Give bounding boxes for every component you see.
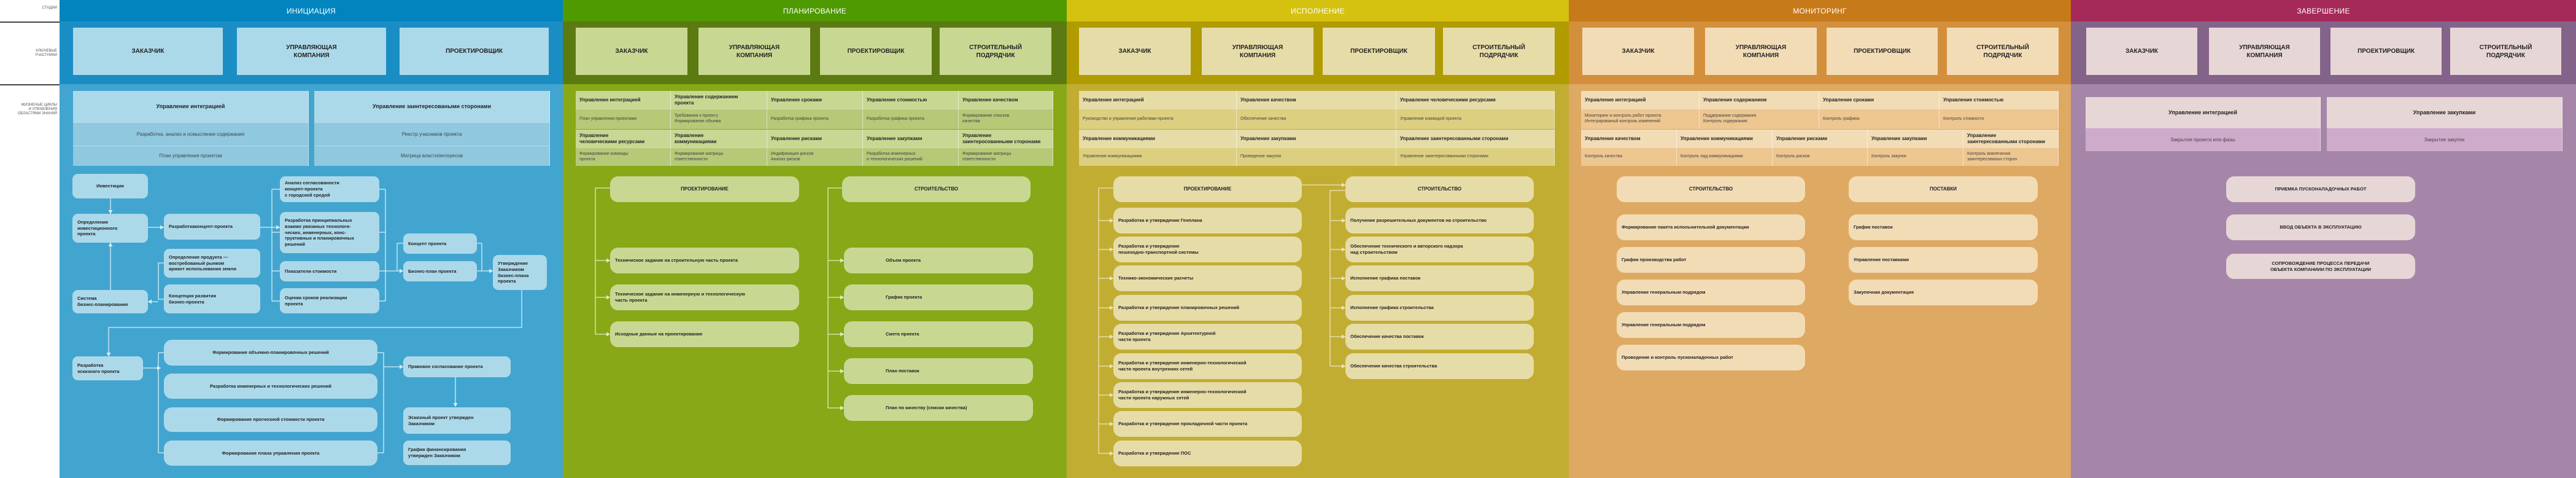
arrowhead-icon bbox=[400, 365, 403, 369]
side-label-stages: СТАДИИ bbox=[42, 6, 57, 10]
knowledge-title: Управление интеграцией bbox=[1079, 91, 1237, 109]
flow-step: Разработка принципиальных взаимо увязаных технологи- ческих, инженерных, конс- труктивных и планировочных решений bbox=[280, 212, 379, 253]
stage-header-4: ЗАВЕРШЕНИЕ bbox=[2071, 0, 2576, 22]
completion-step: СОПРОВОЖДЕНИЕ ПРОЦЕССА ПЕРЕДАЧИ ОБЪЕКТА КОМПАНИИИ ПО ЭКСПЛУАТАЦИИ bbox=[2226, 254, 2415, 279]
participant-box: ПРОЕКТИРОВЩИК bbox=[1323, 28, 1435, 75]
participant-box: ПРОЕКТИРОВЩИК bbox=[820, 28, 932, 75]
stage-header-3: МОНИТОРИНГ bbox=[1569, 0, 2071, 22]
construction-step: Проведение и контроль пусконаладочных работ bbox=[1617, 345, 1805, 370]
knowledge-title: Управление содержанием проекта bbox=[671, 91, 767, 109]
knowledge-title: Управление интеграцией bbox=[73, 91, 309, 122]
arrowhead-icon bbox=[1110, 364, 1113, 369]
knowledge-item: Поддержание содержания Контроль содержания bbox=[1700, 109, 1819, 129]
knowledge-title: Управление качеством bbox=[1237, 91, 1396, 109]
knowledge-item: Формирование матрицы ответственности bbox=[959, 147, 1053, 166]
connector-line bbox=[477, 243, 482, 271]
construction-step: Обеспечение технического и авторского надзора над строительством bbox=[1345, 237, 1534, 262]
design-step: Разработка и утверждение планировочных решений bbox=[1113, 295, 1302, 321]
construction-header: СТРОИТЕЛЬСТВО bbox=[842, 176, 1031, 202]
design-step: Разработка и утверждение Генплана bbox=[1113, 208, 1302, 233]
construction-step: Управление генеральным подрядом bbox=[1617, 312, 1805, 338]
construction-step: Исполнение графика поставок bbox=[1345, 265, 1534, 291]
flow-step: Разработкаконцепт-проекта bbox=[164, 214, 260, 240]
participant-box: ПРОЕКТИРОВЩИК bbox=[2330, 28, 2442, 75]
knowledge-title: Управление коммуникациями bbox=[671, 130, 767, 147]
knowledge-title: Управление содержанием bbox=[1700, 91, 1819, 109]
knowledge-title: Управление интеграцией bbox=[1581, 91, 1700, 109]
knowledge-item: Разработка инженерных и технологических решений bbox=[863, 147, 959, 166]
design-step: Техническое задание на инженерную и технологическую часть проекта bbox=[610, 284, 799, 310]
design-header: ПРОЕКТИРОВАНИЕ bbox=[610, 176, 799, 202]
knowledge-item: Мониторинг и контроль работ проекта Интегрированый контроль изменений bbox=[1581, 109, 1700, 129]
construction-step: Объем проекта bbox=[844, 248, 1033, 273]
knowledge-title: Управление качеством bbox=[959, 91, 1053, 109]
supply-step: Закупочная документация bbox=[1849, 280, 2038, 305]
arrow-connector bbox=[109, 290, 522, 356]
participant-box: ЗАКАЗЧИК bbox=[2086, 28, 2197, 75]
flow-step: Разработка эскизного проекта bbox=[72, 356, 143, 380]
arrowhead-icon bbox=[1110, 306, 1113, 310]
flow-step: График финансирования утвержден Заказчиком bbox=[403, 441, 511, 465]
knowledge-title: Управление стоимостью bbox=[863, 91, 959, 109]
construction-step: Формирование пакета испольнительной документации bbox=[1617, 214, 1805, 240]
arrowhead-icon bbox=[160, 225, 164, 230]
construction-step: Получение разрешительных документов на строительство bbox=[1345, 208, 1534, 233]
knowledge-item: Реестр учасников проекта bbox=[314, 122, 550, 146]
design-step: Исходные данные на проектирование bbox=[610, 321, 799, 347]
participant-box: ПРОЕКТИРОВЩИК bbox=[1827, 28, 1938, 75]
arrowhead-icon bbox=[1110, 393, 1113, 398]
flow-step: Анализ согласованости концепт-проекта с городской средой bbox=[280, 176, 379, 202]
design-step: Разработка и утверждение прокладочной части проекта bbox=[1113, 411, 1302, 437]
knowledge-item: Контроль качества bbox=[1581, 147, 1677, 166]
arrowhead-icon bbox=[1342, 364, 1345, 369]
arrowhead-icon bbox=[109, 210, 113, 214]
knowledge-title: Управление интеграцией bbox=[576, 91, 671, 109]
knowledge-item: Требования к проекту Формирование объема bbox=[671, 109, 767, 129]
knowledge-item: Контроль стоимости bbox=[1940, 109, 2059, 129]
construction-step: Исполнение графика строительства bbox=[1345, 295, 1534, 321]
arrowhead-icon bbox=[109, 243, 113, 246]
knowledge-title: Управление сроками bbox=[1819, 91, 1940, 109]
flow-step: Бизнес-план проекта bbox=[403, 261, 477, 281]
side-label-knowledge: ЖИЗНЕНЫЕ ЦИКЛЫ И УПРАВЛЕНИЯ ОБЛАСТЯМИ ЗНАНИЙ bbox=[17, 103, 57, 116]
design-step: Разработка и утверждение инженерно-технологической части проекта внутренних сетей bbox=[1113, 353, 1302, 379]
flow-step: Инвестиции bbox=[72, 174, 148, 198]
arrowhead-icon bbox=[1110, 452, 1113, 456]
knowledge-title: Управление заинтересованными сторонами bbox=[1963, 130, 2059, 147]
knowledge-title: Управление рисками bbox=[767, 130, 863, 147]
construction-step: Управление генеральным подрядом bbox=[1617, 280, 1805, 305]
flow-step: Концепция развития бизнес-проекта bbox=[164, 284, 260, 313]
participant-box: СТРОИТЕЛЬНЫЙ ПОДРЯДЧИК bbox=[1443, 28, 1555, 75]
knowledge-title: Управление качеством bbox=[1581, 130, 1677, 147]
design-step: Технико-экономические расчеты bbox=[1113, 265, 1302, 291]
arrowhead-icon bbox=[148, 300, 152, 304]
construction-step: План по качеству (списки качества) bbox=[844, 395, 1033, 421]
design-step: Техническое задание на строительную часть проекта bbox=[610, 248, 799, 273]
design-header: ПРОЕКТИРОВАНИЕ bbox=[1113, 176, 1302, 202]
knowledge-title: Управление сроками bbox=[767, 91, 863, 109]
arrowhead-icon bbox=[1342, 248, 1345, 252]
arrowhead-icon bbox=[606, 296, 610, 300]
participant-box: ЗАКАЗЧИК bbox=[1582, 28, 1694, 75]
participant-box: УПРАВЛЯЮЩАЯ КОМПАНИЯ bbox=[237, 28, 386, 75]
knowledge-title: Управление заинтересоваными сторонами bbox=[314, 91, 550, 122]
knowledge-title: Управление закупками bbox=[1868, 130, 1963, 147]
flow-step: Оценка сроков реализации проекта bbox=[280, 288, 379, 313]
flow-step: Разработка инженерных и технологических решений bbox=[164, 374, 377, 399]
flow-step: Показатели стоимости bbox=[280, 261, 379, 281]
flow-step: Формирование прогнозной стоимости проекта bbox=[164, 407, 377, 432]
construction-header: СТРОИТЕЛЬСТВО bbox=[1345, 176, 1534, 202]
knowledge-title: Управление интеграцией bbox=[2086, 97, 2321, 128]
participant-box: СТРОИТЕЛЬНЫЙ ПОДРЯДЧИК bbox=[1947, 28, 2059, 75]
arrowhead-icon bbox=[840, 369, 844, 374]
arrowhead-icon bbox=[606, 332, 610, 337]
knowledge-item: Обеспечение качества bbox=[1237, 109, 1396, 129]
arrowhead-icon bbox=[489, 269, 493, 273]
arrowhead-icon bbox=[1342, 219, 1345, 223]
construction-step: Обеспечение качества строительства bbox=[1345, 353, 1534, 379]
participant-box: ПРОЕКТИРОВЩИК bbox=[400, 28, 549, 75]
knowledge-item: Контроль вовлечения заинтересованых сторон bbox=[1963, 147, 2059, 166]
arrowhead-icon bbox=[840, 296, 844, 300]
knowledge-item: Контроль закупок bbox=[1868, 147, 1963, 166]
construction-step: Смета проекта bbox=[844, 321, 1033, 347]
knowledge-title: Управление рисками bbox=[1773, 130, 1868, 147]
design-step: Разработка и утверждение пешеходно-транспортной системы bbox=[1113, 237, 1302, 262]
construction-step: Обеспечение качества поставок bbox=[1345, 324, 1534, 350]
completion-step: ПРИЕМКА ПУСКОНАЛАДОЧНЫХ РАБОТ bbox=[2226, 176, 2415, 202]
connector-line bbox=[828, 188, 842, 408]
completion-step: ВВОД ОБЪЕКТА В ЭКСПЛУАТАЦИЮ bbox=[2226, 214, 2415, 240]
knowledge-item: Матрица власти/интересов bbox=[314, 146, 550, 166]
knowledge-title: Управление заинтересованными сторонами bbox=[1396, 130, 1555, 147]
knowledge-item: План управления проектом bbox=[73, 146, 309, 166]
participant-box: СТРОИТЕЛЬНЫЙ ПОДРЯДЧИК bbox=[2450, 28, 2561, 75]
knowledge-item: Формирование матрицы ответственности bbox=[671, 147, 767, 166]
knowledge-title: Управление человеческими ресурсами bbox=[1396, 91, 1555, 109]
knowledge-item: Управление коммуникациями bbox=[1079, 147, 1237, 166]
construction-step: График проекта bbox=[844, 284, 1033, 310]
construction-step: План поставок bbox=[844, 358, 1033, 384]
knowledge-item: Закрытие проекта или фазы bbox=[2086, 128, 2321, 151]
knowledge-item: Контроль над коммуникациями bbox=[1677, 147, 1773, 166]
arrowhead-icon bbox=[840, 332, 844, 337]
knowledge-item: Индификация рисков Анализ рисков bbox=[767, 147, 863, 166]
knowledge-item: Контроль рисков bbox=[1773, 147, 1868, 166]
knowledge-title: Управление закупками bbox=[2327, 97, 2562, 128]
design-step: Разработка и утверждение ПОС bbox=[1113, 441, 1302, 466]
knowledge-title: Управление стоимостью bbox=[1940, 91, 2059, 109]
flow-step: Правовое согласование проекта bbox=[403, 356, 511, 377]
connector-line bbox=[158, 263, 164, 299]
stage-header-0: ИНИЦИАЦИЯ bbox=[60, 0, 563, 22]
flow-step: Определение инвестиционного проекта bbox=[72, 214, 148, 243]
arrowhead-icon bbox=[454, 403, 458, 407]
arrowhead-icon bbox=[157, 366, 161, 370]
arrowhead-icon bbox=[1110, 335, 1113, 339]
knowledge-item: План управления проектами bbox=[576, 109, 671, 129]
knowledge-item: Руководство и управление работами проекта bbox=[1079, 109, 1237, 129]
knowledge-item: Формирование команды проекта bbox=[576, 147, 671, 166]
participant-box: УПРАВЛЯЮЩАЯ КОМПАНИЯ bbox=[698, 28, 810, 75]
design-step: Разработка и утверждение инженерно-технологической части проекта наружных сетей bbox=[1113, 382, 1302, 408]
knowledge-item: Формирование списков качества bbox=[959, 109, 1053, 129]
knowledge-item: Проведение закупок bbox=[1237, 147, 1396, 166]
knowledge-item: Разработка графика проекта bbox=[767, 109, 863, 129]
flow-step: Формирование плана управления проекта bbox=[164, 441, 377, 466]
connector-line bbox=[1099, 188, 1113, 453]
knowledge-item: Управление заинтересованными сторонами bbox=[1396, 147, 1555, 166]
arrowhead-icon bbox=[1342, 276, 1345, 281]
arrowhead-icon bbox=[400, 269, 403, 273]
participant-box: УПРАВЛЯЮЩАЯ КОМПАНИЯ bbox=[2209, 28, 2320, 75]
participant-box: СТРОИТЕЛЬНЫЙ ПОДРЯДЧИК bbox=[940, 28, 1051, 75]
supply-header: ПОСТАВКИ bbox=[1849, 176, 2038, 202]
knowledge-title: Управление заинтеросованными сторонами bbox=[959, 130, 1053, 147]
arrowhead-icon bbox=[1110, 422, 1113, 426]
knowledge-item: Контроль графика bbox=[1819, 109, 1940, 129]
design-step: Разработка и утверждение Архитектурной части проекта bbox=[1113, 324, 1302, 350]
knowledge-item: Управление командой проекта bbox=[1396, 109, 1555, 129]
participant-box: УПРАВЛЯЮЩАЯ КОМПАНИЯ bbox=[1202, 28, 1313, 75]
arrowhead-icon bbox=[107, 353, 111, 356]
participant-box: ЗАКАЗЧИК bbox=[576, 28, 687, 75]
flow-step: Формирование объемно-планировочных решений bbox=[164, 340, 377, 366]
participant-box: УПРАВЛЯЮЩАЯ КОМПАНИЯ bbox=[1705, 28, 1817, 75]
supply-step: Управление поставками bbox=[1849, 247, 2038, 273]
arrowhead-icon bbox=[1342, 306, 1345, 310]
flow-step: Утверждение Заказчиком бизнес-плана проекта bbox=[493, 255, 547, 290]
side-label-participants: КЛЮЧЕВЫЕ УЧАСТНИКИ bbox=[35, 49, 57, 57]
knowledge-title: Управление коммуникациями bbox=[1079, 130, 1237, 147]
knowledge-title: Управление закупками bbox=[863, 130, 959, 147]
arrowhead-icon bbox=[1342, 335, 1345, 339]
arrowhead-icon bbox=[606, 259, 610, 263]
flow-step: Система бизнес-планирования bbox=[72, 290, 148, 313]
construction-header: СТРОИТЕЛЬСТВО bbox=[1617, 176, 1805, 202]
arrowhead-icon bbox=[840, 259, 844, 263]
flow-step: Определение продукта — востребованый рынком ариант использования земли bbox=[164, 249, 260, 278]
knowledge-item: Разработка графика проекта bbox=[863, 109, 959, 129]
knowledge-item: Закрытие закупок bbox=[2327, 128, 2562, 151]
arrowhead-icon bbox=[1110, 276, 1113, 281]
arrowhead-icon bbox=[276, 225, 280, 230]
knowledge-title: Управление человеческими ресурсами bbox=[576, 130, 671, 147]
participant-box: ЗАКАЗЧИК bbox=[1079, 28, 1191, 75]
supply-step: График поставок bbox=[1849, 214, 2038, 240]
arrowhead-icon bbox=[840, 406, 844, 410]
stage-header-2: ИСПОЛНЕНИЕ bbox=[1067, 0, 1569, 22]
flow-step: Эскизный проект утвержден Заказчиком bbox=[403, 407, 511, 434]
flow-step: Концепт проекта bbox=[403, 233, 477, 254]
knowledge-title: Управление закупками bbox=[1237, 130, 1396, 147]
knowledge-title: Управление коммуникациями bbox=[1677, 130, 1773, 147]
knowledge-item: Разработка, анализ и осмысление содержания bbox=[73, 122, 309, 146]
arrowhead-icon bbox=[1110, 248, 1113, 252]
participant-box: ЗАКАЗЧИК bbox=[73, 28, 223, 75]
construction-step: График производства работ bbox=[1617, 247, 1805, 273]
arrowhead-icon bbox=[1342, 183, 1345, 187]
arrowhead-icon bbox=[1110, 219, 1113, 223]
stage-header-1: ПЛАНИРОВАНИЕ bbox=[563, 0, 1067, 22]
